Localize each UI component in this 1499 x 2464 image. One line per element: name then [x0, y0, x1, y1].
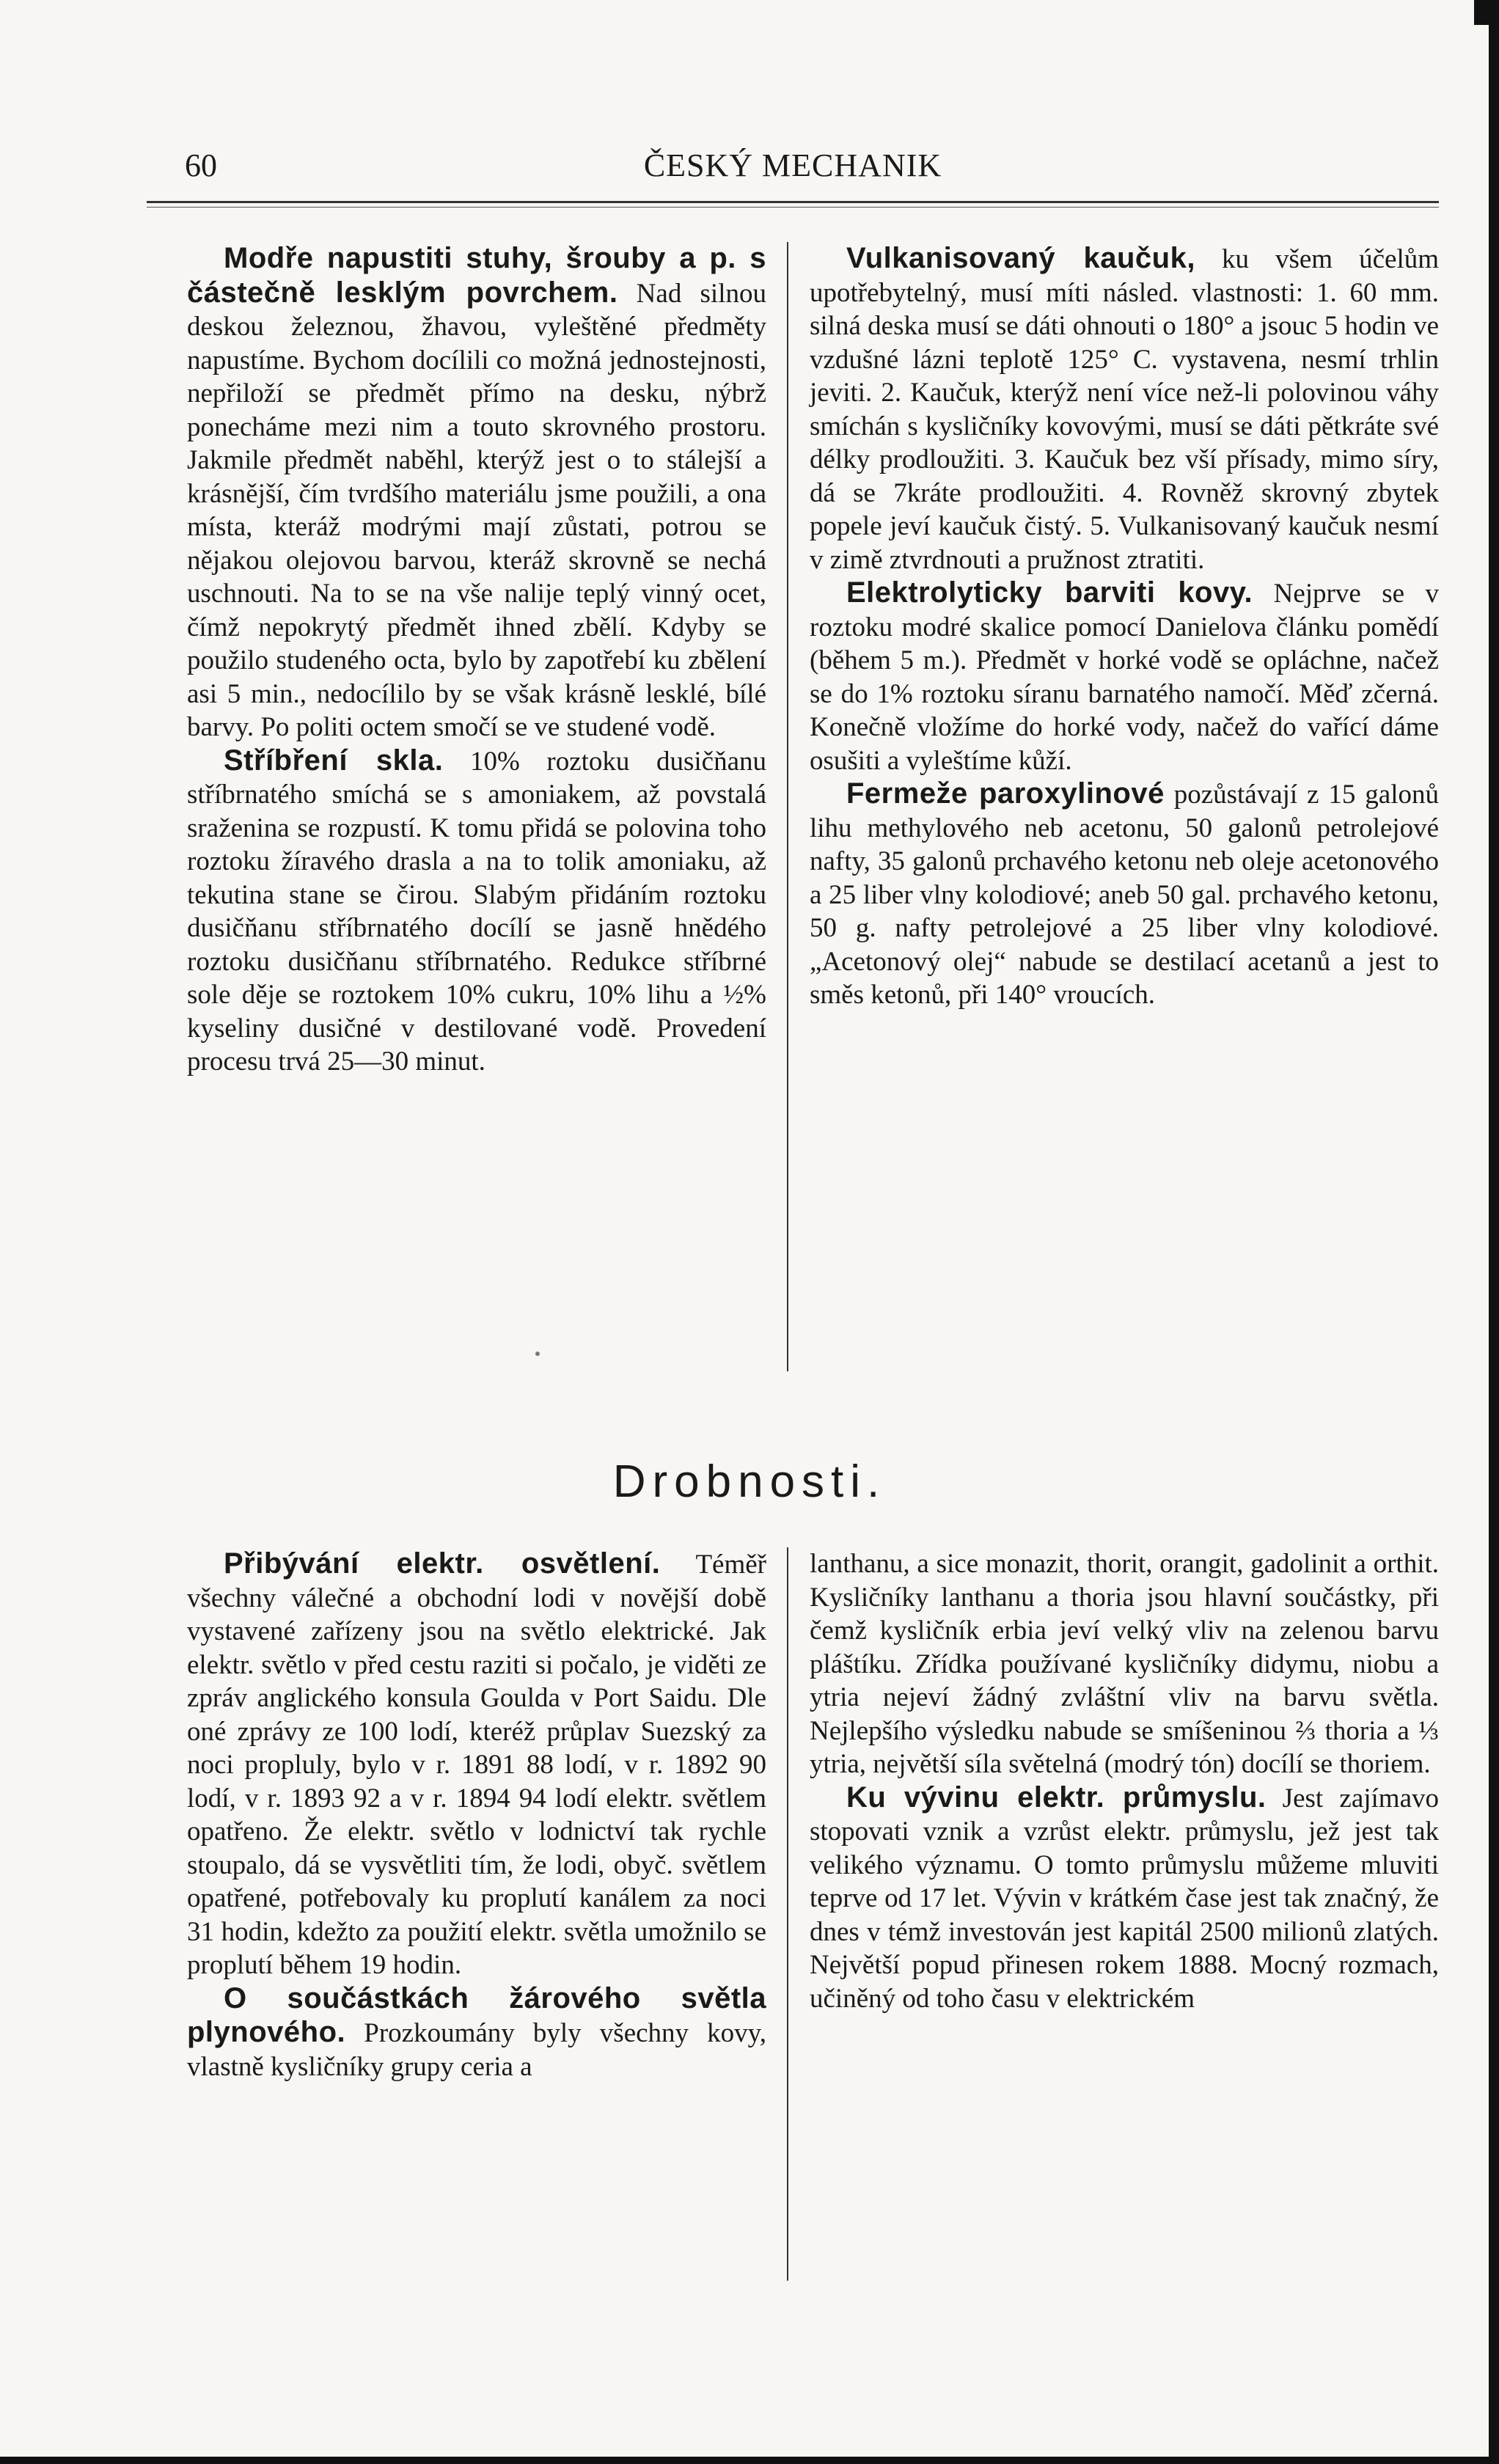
paragraph-text: Nad silnou deskou železnou, žhavou, vyleštěné předměty napustíme. Bychom docílili co možná jednostejnosti, nepřiloží se předmět přímo na desku, nýbrž ponecháme mezi nim a touto skrovného prostoru. Jakmile předmět naběhl, kterýž jest o to stálejší a krásnější, čím tvrdšího materiálu jsme použili, a ona místa, kteráž modrými mají zůstati, potrou se nějakou olejovou barvou, kteráž skrovně se nechá uschnouti. Na to se na vše nalije teplý vinný ocet, čímž nepokrytý předmět ihned zbělí. Kdyby se použilo studeného octa, bylo by zapotřebí ku zbělení asi 5 min., nedocílilo by se však krásně lesklé, bílé barvy. Po politi octem smočí se ve studené vodě. — [187, 278, 766, 742]
paragraph — [187, 1547, 766, 1982]
paragraph — [187, 1982, 766, 2084]
paragraph — [810, 777, 1439, 1012]
paragraph-heading: Elektrolyticky barviti kovy. — [846, 576, 1253, 609]
section-title: Drobnosti. — [612, 1456, 887, 1507]
print-speck — [535, 1352, 540, 1356]
paragraph — [810, 1781, 1439, 2016]
paragraph-text: Jest zajímavo stopovati vznik a vzrůst elektr. průmyslu, jež jest tak velikého významu. O tomto průmyslu můžeme mluviti teprve od 17 let. Vývin v krátkém čase jest tak značný, že dnes v témž investován jest kapitál 2500 milionů zlatých. Největší popud přinesen rokem 1888. Mocný rozmach, učiněný od toho času v elektrickém — [810, 1783, 1440, 2014]
paragraph-heading: Ku vývinu elektr. průmyslu. — [846, 1781, 1267, 1814]
paragraph-text: Téměř všechny válečné a obchodní lodi v novější době vystavené zařízeny jsou na světlo elektrické. Jak elektr. světlo v před cestu raziti si počalo, je viděti ze zpráv anglického konsula Goulda v Port Saidu. Dle oné zprávy ze 100 lodí, kteréž průplav Suezský za noci propluly, bylo v r. 1891 88 lodí, v r. 1892 90 lodí, v r. 1893 92 a v r. 1894 94 lodí elektr. světlem opatřeno. Že elektr. světlo v lodnictví tak rychle stoupalo, dá se vysvětliti tím, že lodi, obyč. světlem opatřené, potřebovaly ku proplutí kanálem za noci 31 hodin, kdežto za použití elektr. světla umožnilo se proplutí během 19 hodin. — [187, 1550, 766, 1980]
paragraph — [187, 242, 766, 744]
paragraph — [810, 242, 1439, 576]
paragraph-text: Prozkoumány byly všechny kovy, vlastně kysličníky grupy ceria a — [187, 2018, 766, 2082]
paragraph-heading: Modře napustiti stuhy, šrouby a p. s částečně lesklým povrchem. — [187, 242, 766, 309]
paragraph-text: pozůstávají z 15 galonů lihu methylového neb acetonu, 50 galonů petrolejové nafty, 35 galonů prchavého ketonu neb oleje acetonového a 25 liber vlny kolodiové; aneb 50 gal. prchavého ketonu, 50 g. nafty petrolejové a 25 liber vlny kolodiové. „Acetonový olej“ nabude se destilací acetanů a jest to směs ketonů, při 140° vroucích. — [810, 780, 1439, 1010]
column-divider-bottom — [787, 1547, 788, 2281]
journal-title: ČESKÝ MECHANIK — [643, 147, 942, 183]
paragraph — [810, 576, 1439, 777]
paragraph — [187, 744, 766, 1079]
paragraph-heading: Vulkanisovaný kaučuk, — [846, 242, 1195, 274]
top-left-column — [187, 242, 766, 1079]
top-right-column — [810, 242, 1439, 1012]
paragraph-text: Nejprve se v roztoku modré skalice pomocí Danielova článku pomědí (během 5 m.). Předmět v horké vodě se opláchne, načež se do 1% roztoku síranu barnatého namočí. Měď zčerná. Konečně vložíme do horké vody, načež do vařící dáme osušiti a vyleštíme kůží. — [810, 579, 1440, 776]
bottom-right-column — [810, 1547, 1439, 2015]
page-number: 60 — [185, 147, 217, 183]
paragraph-text: ku všem účelům upotřebytelný, musí míti násled. vlastnosti: 1. 60 mm. silná deska musí se dáti ohnouti o 180° a jsouc 5 hodin ve vzdušné lázni teplotě 125° C. vystavena, nesmí trhlin jeviti. 2. Kaučuk, kterýž není více než-li polovinou váhy smíchán s kysličníky kovovými, musí se dáti pětkráte své délky prodloužiti. 3. Kaučuk bez vší přísady, mimo síry, dá se 7kráte prodloužiti. 4. Rovněž skrovný zbytek popele jeví kaučuk čistý. 5. Vulkanisovaný kaučuk nesmí v zimě ztvrdnouti a pružnost ztratiti. — [810, 244, 1439, 575]
paragraph-text: lanthanu, a sice monazit, thorit, orangit, gadolinit a orthit. Kysličníky lanthanu a thoria jsou hlavní součástky, při čemž kysličník erbia jeví velký vliv na zelenou barvu pláštíku. Zřídka používané kysličníky didymu, niobu a ytria nejeví žádný zvláštní vliv na barvu světla. Nejlepšího výsledku nabude se smíšeninou ⅔ thoria a ⅓ ytria, největší síla světelná (modrý tón) docílí se thoriem. — [810, 1549, 1439, 1779]
paragraph-heading: Stříbření skla. — [224, 744, 444, 777]
paragraph-heading: Fermeže paroxylinové — [846, 777, 1165, 810]
running-header — [147, 147, 1439, 191]
paragraph — [810, 1547, 1439, 1781]
paragraph-text: 10% roztoku dusičňanu stříbrnatého smíchá se s amoniakem, až povstalá sraženina se rozpustí. K tomu přidá se polovina toho roztoku žíravého drasla a na to tolik amoniaku, až tekutina stane se čirou. Slabým přidáním roztoku dusičňanu stříbrnatého docílí se jasně hnědého roztoku dusičňanu stříbrnatého. Redukce stříbrné sole děje se roztokem 10% cukru, 10% lihu a ½% kyseliny dusičné v destilované vodě. Provedení procesu trvá 25—30 minut. — [187, 746, 766, 1077]
header-rule-thin — [147, 207, 1439, 208]
column-divider-top — [787, 242, 788, 1371]
paragraph-heading: O součástkách žárového světla plynového. — [187, 1981, 766, 2048]
header-rule-thick — [147, 201, 1439, 203]
paragraph-heading: Přibývání elektr. osvětlení. — [224, 1547, 661, 1580]
bottom-left-column — [187, 1547, 766, 2083]
